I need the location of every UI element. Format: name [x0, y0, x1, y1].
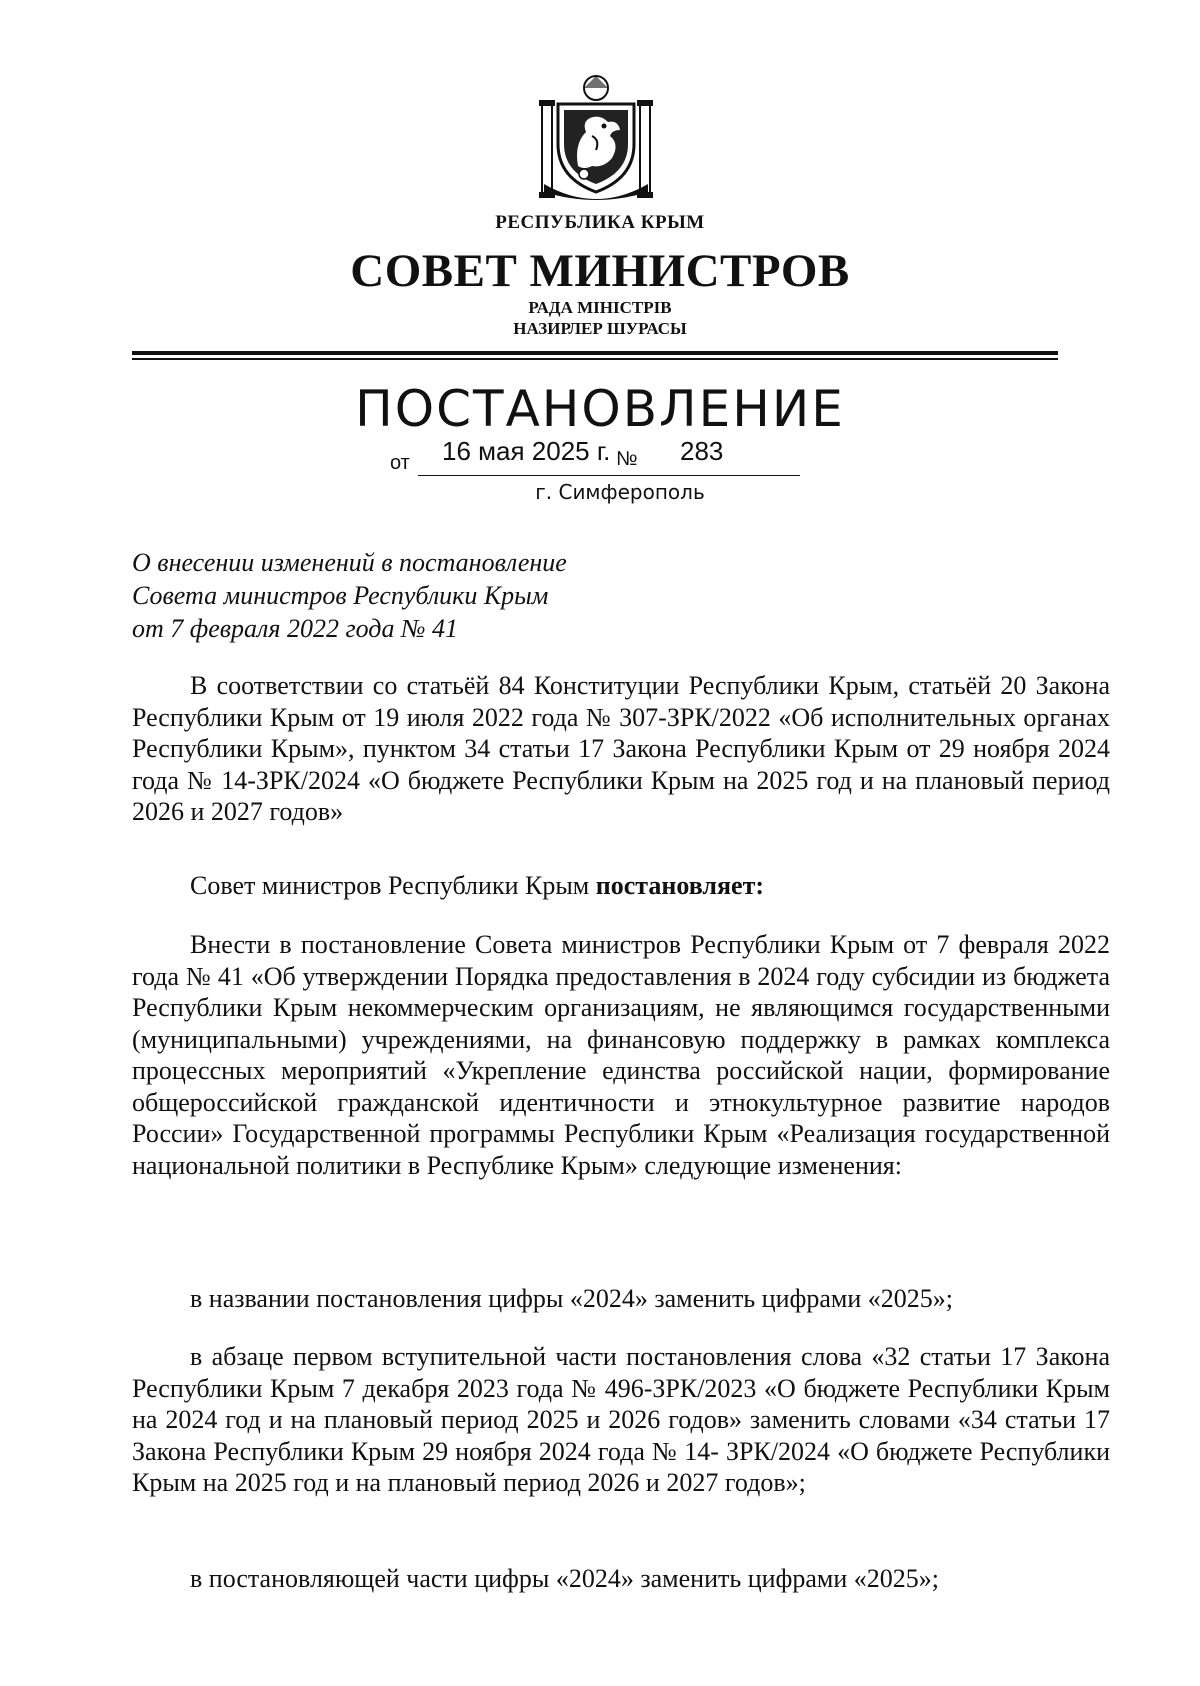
header-divider-thick: [132, 351, 1058, 355]
paragraph-text: в абзаце первом вступительной части постановления слова «32 статьи 17 Закона Республики Крым 7 декабря 2023 года № 496-ЗРК/2023 «О бюджете Республики Крым на 2024 год и на плановый период 2025 и 2026 годов» заменить словами «34 статьи 17 Закона Республики Крым 29 ноября 2024 года № 14- ЗРК/2024 «О бюджете Республики Крым на 2025 год и на плановый период 2026 и 2027 годов»;: [132, 1342, 1110, 1497]
header-divider-thin: [132, 358, 1058, 360]
paragraph-text: Внести в постановление Совета министров Республики Крым от 7 февраля 2022 года № 41 «Об утверждении Порядка предоставления в 2024 году субсидии из бюджета Республики Крым некоммерческим организациям, не являющимся государственными (муниципальными) учреждениями, на финансовую поддержку в рамках комплекса процессных мероприятий «Укрепление единства российской нации, формирование общероссийской гражданской идентичности и этнокультурное развитие народов России» Государственной программы Республики Крым «Реализация государственной национальной политики в Республике Крым» следующие изменения:: [132, 930, 1110, 1180]
paragraph-text: в постановляющей части цифры «2024» заменить цифрами «2025»;: [190, 1564, 940, 1593]
crimea-coat-of-arms-icon: [538, 74, 654, 204]
paragraph-text: [132, 870, 1110, 902]
document-type-title: ПОСТАНОВЛЕНИЕ: [355, 380, 845, 438]
preamble-paragraph: [132, 670, 1110, 828]
paragraph-text: В соответствии со статьёй 84 Конституции Республики Крым, статьёй 20 Закона Республики Крым от 19 июля 2022 года № 307-ЗРК/2022 «Об исполнительных органах Республики Крым», пунктом 34 статьи 17 Закона Республики Крым от 29 ноября 2024 года № 14-ЗРК/2024 «О бюджете Республики Крым на 2025 год и на плановый период 2026 и 2027 годов»: [132, 671, 1110, 826]
paragraph-text: в названии постановления цифры «2024» заменить цифрами «2025»;: [190, 1284, 953, 1313]
council-title-ukrainian: РАДА МІНІСТРІВ: [528, 298, 672, 317]
change-item-paragraph: [132, 1563, 1110, 1595]
change-item-paragraph: [132, 1341, 1110, 1499]
document-date: 16 мая 2025 г.: [442, 436, 611, 466]
amendment-paragraph: [132, 929, 1110, 1181]
date-prefix: от: [390, 452, 410, 474]
document-number: 283: [680, 436, 724, 466]
subject-line: от 7 февраля 2022 года № 41: [132, 614, 458, 643]
paragraph-text-regular: Совет министров Республики Крым: [190, 871, 596, 900]
subject-line: О внесении изменений в постановление: [132, 548, 567, 577]
change-item-paragraph: [132, 1283, 1110, 1315]
document-subject: [132, 546, 567, 645]
paragraph-text-bold: постановляет:: [595, 871, 765, 900]
date-number-line: [390, 436, 810, 476]
document-city: г. Симферополь: [535, 480, 705, 504]
republic-title: РЕСПУБЛИКА КРЫМ: [495, 212, 705, 233]
number-prefix: №: [616, 448, 638, 470]
subject-line: Совета министров Республики Крым: [132, 581, 549, 610]
council-title-crimean-tatar: НАЗИРЛЕР ШУРАСЫ: [513, 319, 687, 338]
resolution-paragraph: [132, 870, 1110, 902]
council-title: СОВЕТ МИНИСТРОВ: [350, 245, 850, 297]
date-underline: [418, 475, 800, 476]
